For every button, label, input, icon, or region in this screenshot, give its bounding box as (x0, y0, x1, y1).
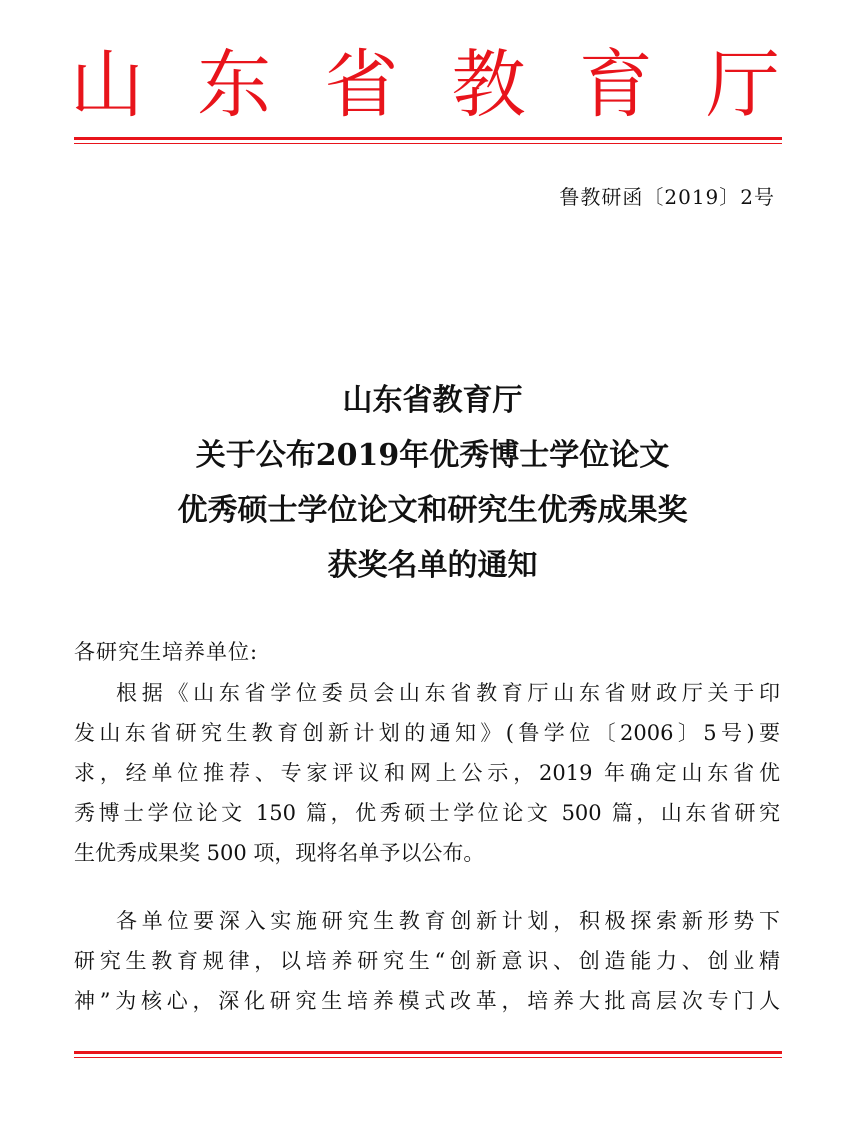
footer-rule-thin (74, 1057, 782, 1058)
salutation: 各研究生培养单位: (74, 640, 259, 664)
document-number: 鲁教研函〔2019〕2号 (559, 185, 775, 209)
title-line: 优秀硕士学位论文和研究生优秀成果奖 (177, 493, 688, 528)
paragraph-line: 求，经单位推荐、专家评议和网上公示，2019 年确定山东省优 (74, 761, 780, 785)
paragraph-2 (74, 901, 780, 1021)
paragraph-line: 各单位要深入实施研究生教育创新计划，积极探索新形势下 (116, 909, 780, 933)
title-line: 关于公布2019年优秀博士学位论文 (195, 438, 670, 473)
paragraph-1 (74, 673, 780, 873)
masthead-rule-thick (74, 137, 782, 140)
title-line: 山东省教育厅 (342, 383, 523, 418)
paragraph-line: 神”为核心，深化研究生培养模式改革，培养大批高层次专门人 (74, 989, 780, 1013)
agency-masthead: 山 东 省 教 育 厅 (70, 42, 780, 128)
paragraph-line: 秀博士学位论文 150 篇，优秀硕士学位论文 500 篇，山东省研究 (74, 801, 780, 825)
paragraph-line: 研究生教育规律，以培养研究生“创新意识、创造能力、创业精 (74, 949, 780, 973)
paragraph-line: 生优秀成果奖 500 项，现将名单予以公布。 (74, 841, 485, 865)
paragraph-line: 根据《山东省学位委员会山东省教育厅山东省财政厅关于印 (116, 681, 780, 705)
paragraph-line: 发山东省研究生教育创新计划的通知》(鲁学位〔2006〕5号)要 (74, 721, 780, 745)
notice-title (70, 373, 795, 593)
masthead-rule-thin (74, 143, 782, 144)
title-line: 获奖名单的通知 (327, 548, 538, 583)
footer-rule-thick (74, 1051, 782, 1054)
